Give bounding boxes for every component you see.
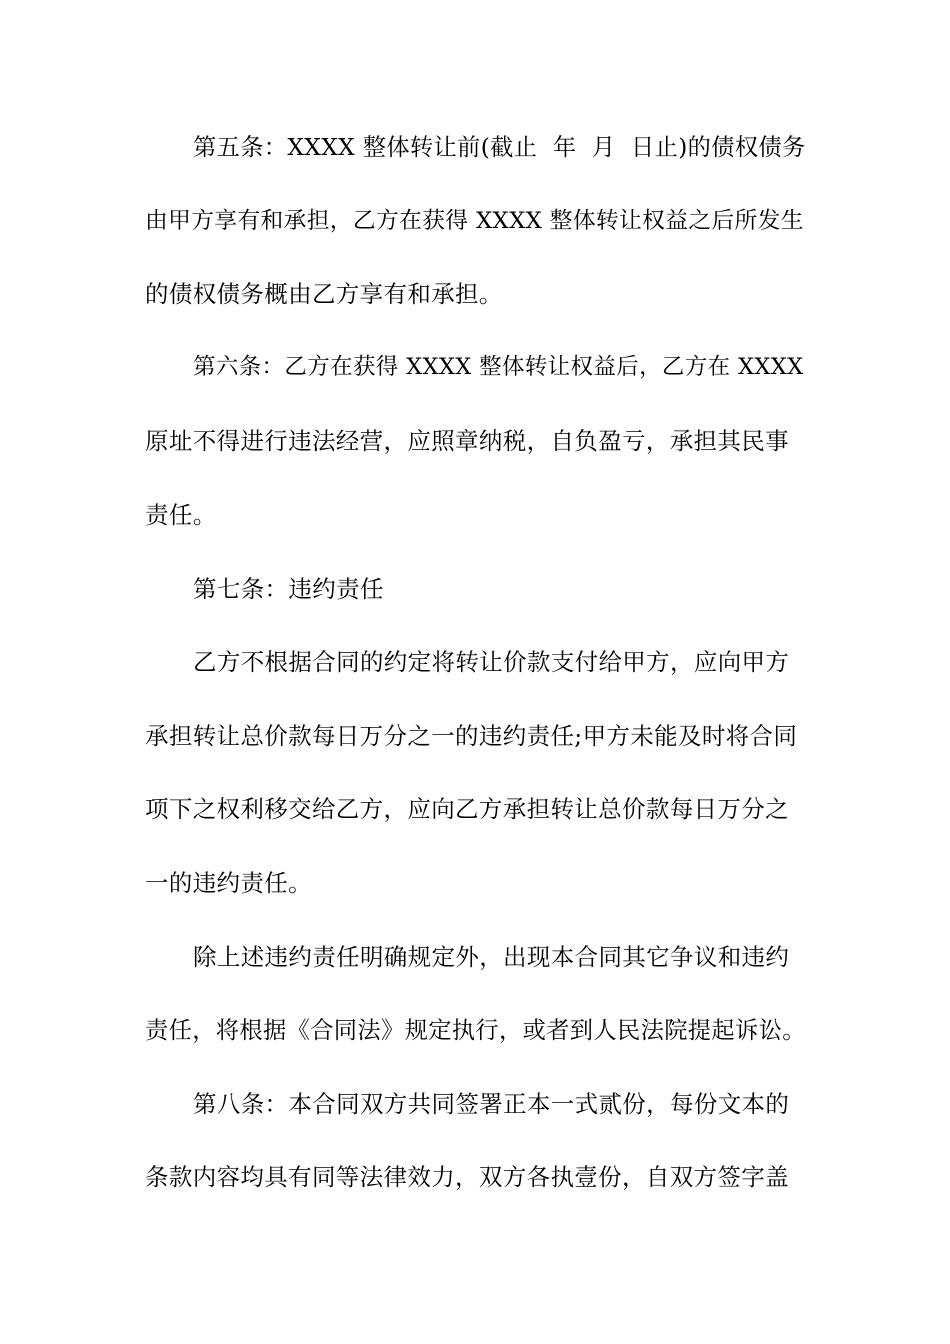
text-line <box>145 717 810 791</box>
paragraph-breach-liability <box>145 643 810 937</box>
text-line <box>145 938 810 1012</box>
paragraph-article-7-heading <box>145 570 810 644</box>
text-line <box>145 1011 810 1085</box>
line-text: 除上述违约责任明确规定外，出现本合同其它争议和违约 <box>193 942 790 971</box>
line-text: 原址不得进行违法经营，应照章纳税，自负盈亏，承担其民事 <box>145 427 789 456</box>
line-text: 条款内容均具有同等法律效力，双方各执壹份，自双方签字盖 <box>145 1163 789 1192</box>
text-line <box>145 349 810 423</box>
line-text: 承担转让总价款每日万分之一的违约责任;甲方未能及时将合同 <box>145 721 798 750</box>
line-text: 由甲方享有和承担，乙方在获得 XXXX 整体转让权益之后所发生 <box>145 207 804 234</box>
line-text: 第七条：违约责任 <box>193 574 384 603</box>
line-text: 项下之权利移交给乙方，应向乙方承担转让总价款每日万分之 <box>145 795 789 824</box>
line-text: 一的违约责任。 <box>145 868 312 897</box>
text-line <box>145 643 810 717</box>
line-text: 第六条：乙方在获得 XXXX 整体转让权益后，乙方在 XXXX <box>193 353 804 380</box>
text-line <box>145 422 810 496</box>
line-text: 责任，将根据《合同法》规定执行，或者到人民法院提起诉讼。 <box>145 1017 806 1045</box>
text-line <box>145 275 810 349</box>
text-line <box>145 1158 810 1232</box>
text-line <box>145 864 810 938</box>
paragraph-article-6 <box>145 349 810 570</box>
text-line <box>145 1085 810 1159</box>
paragraph-other-disputes <box>145 938 810 1085</box>
text-line <box>145 496 810 570</box>
text-line <box>145 790 810 864</box>
text-line <box>145 570 810 644</box>
line-text: 的债权债务概由乙方享有和承担。 <box>145 280 503 309</box>
text-line <box>145 128 810 202</box>
line-text: 第五条：XXXX 整体转让前(截止 年 月 日止)的债权债务 <box>193 134 806 161</box>
paragraph-article-5 <box>145 128 810 349</box>
paragraph-article-8 <box>145 1085 810 1232</box>
text-line <box>145 202 810 276</box>
document-body <box>145 128 810 1232</box>
line-text: 责任。 <box>145 500 217 529</box>
line-text: 第八条：本合同双方共同签署正本一式贰份，每份文本的 <box>193 1089 790 1118</box>
line-text: 乙方不根据合同的约定将转让价款支付给甲方，应向甲方 <box>193 648 790 677</box>
